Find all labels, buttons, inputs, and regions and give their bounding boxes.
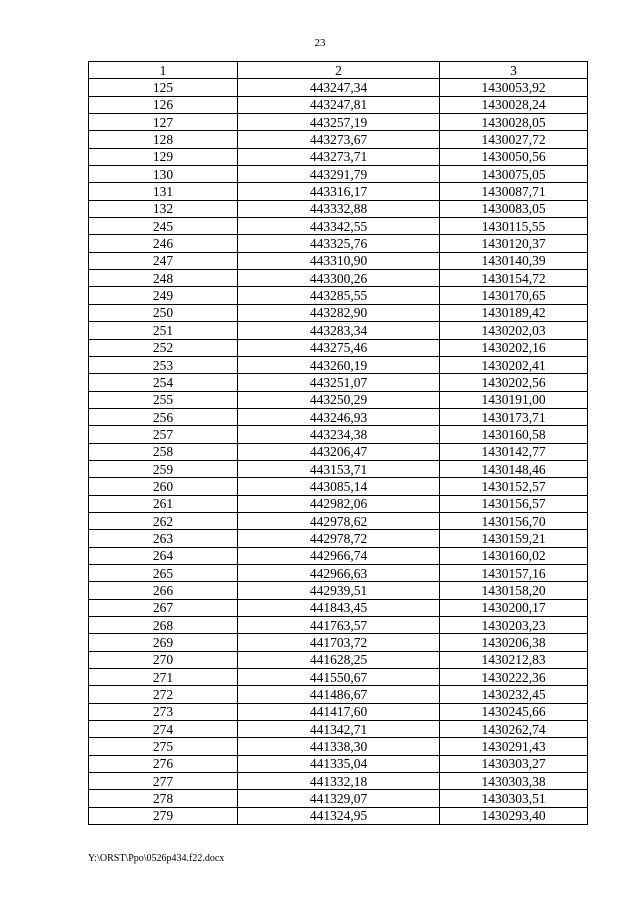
point-number-cell: 255 (89, 391, 238, 408)
y-coordinate-cell: 1430142,77 (440, 443, 588, 460)
y-coordinate-cell: 1430115,55 (440, 218, 588, 235)
x-coordinate-cell: 442978,62 (238, 512, 440, 529)
y-coordinate-cell: 1430212,83 (440, 651, 588, 668)
y-coordinate-cell: 1430027,72 (440, 131, 588, 148)
y-coordinate-cell: 1430028,05 (440, 114, 588, 131)
table-row (89, 79, 588, 96)
y-coordinate-cell: 1430160,02 (440, 547, 588, 564)
y-coordinate-cell: 1430232,45 (440, 686, 588, 703)
table-row (89, 773, 588, 790)
page-number: 23 (314, 37, 326, 49)
point-number-cell: 132 (89, 200, 238, 217)
x-coordinate-cell: 443246,93 (238, 408, 440, 425)
table-row (89, 426, 588, 443)
table-body (89, 79, 588, 825)
point-number-cell: 268 (89, 617, 238, 634)
table-row (89, 564, 588, 581)
x-coordinate-cell: 441324,95 (238, 807, 440, 824)
x-coordinate-cell: 443273,71 (238, 148, 440, 165)
table-row (89, 738, 588, 755)
x-coordinate-cell: 442939,51 (238, 582, 440, 599)
coordinates-table (88, 61, 588, 825)
x-coordinate-cell: 442966,63 (238, 564, 440, 581)
table-row (89, 790, 588, 807)
point-number-cell: 245 (89, 218, 238, 235)
point-number-cell: 126 (89, 96, 238, 113)
x-coordinate-cell: 443291,79 (238, 166, 440, 183)
point-number-cell: 252 (89, 339, 238, 356)
table-row (89, 547, 588, 564)
y-coordinate-cell: 1430303,38 (440, 773, 588, 790)
table-row (89, 218, 588, 235)
y-coordinate-cell: 1430140,39 (440, 252, 588, 269)
table-row (89, 356, 588, 373)
x-coordinate-cell: 441417,60 (238, 703, 440, 720)
y-coordinate-cell: 1430148,46 (440, 460, 588, 477)
x-coordinate-cell: 443325,76 (238, 235, 440, 252)
x-coordinate-cell: 443342,55 (238, 218, 440, 235)
table-row (89, 582, 588, 599)
x-coordinate-cell: 443282,90 (238, 304, 440, 321)
column-header: 1 (89, 62, 238, 79)
table-row (89, 478, 588, 495)
x-coordinate-cell: 443275,46 (238, 339, 440, 356)
x-coordinate-cell: 441628,25 (238, 651, 440, 668)
x-coordinate-cell: 441329,07 (238, 790, 440, 807)
y-coordinate-cell: 1430202,16 (440, 339, 588, 356)
y-coordinate-cell: 1430154,72 (440, 270, 588, 287)
y-coordinate-cell: 1430191,00 (440, 391, 588, 408)
table-row (89, 96, 588, 113)
point-number-cell: 256 (89, 408, 238, 425)
point-number-cell: 265 (89, 564, 238, 581)
point-number-cell: 259 (89, 460, 238, 477)
x-coordinate-cell: 443206,47 (238, 443, 440, 460)
x-coordinate-cell: 443316,17 (238, 183, 440, 200)
table-row (89, 235, 588, 252)
table-row (89, 530, 588, 547)
y-coordinate-cell: 1430157,16 (440, 564, 588, 581)
table-header-row (89, 62, 588, 79)
x-coordinate-cell: 441332,18 (238, 773, 440, 790)
point-number-cell: 264 (89, 547, 238, 564)
table-row (89, 634, 588, 651)
y-coordinate-cell: 1430083,05 (440, 200, 588, 217)
x-coordinate-cell: 443283,34 (238, 322, 440, 339)
y-coordinate-cell: 1430160,58 (440, 426, 588, 443)
x-coordinate-cell: 441763,57 (238, 617, 440, 634)
x-coordinate-cell: 443332,88 (238, 200, 440, 217)
table-row (89, 287, 588, 304)
point-number-cell: 127 (89, 114, 238, 131)
point-number-cell: 273 (89, 703, 238, 720)
x-coordinate-cell: 443251,07 (238, 374, 440, 391)
y-coordinate-cell: 1430075,05 (440, 166, 588, 183)
x-coordinate-cell: 443285,55 (238, 287, 440, 304)
x-coordinate-cell: 443250,29 (238, 391, 440, 408)
table-row (89, 755, 588, 772)
x-coordinate-cell: 443085,14 (238, 478, 440, 495)
y-coordinate-cell: 1430202,56 (440, 374, 588, 391)
point-number-cell: 258 (89, 443, 238, 460)
y-coordinate-cell: 1430293,40 (440, 807, 588, 824)
y-coordinate-cell: 1430303,51 (440, 790, 588, 807)
y-coordinate-cell: 1430245,66 (440, 703, 588, 720)
y-coordinate-cell: 1430189,42 (440, 304, 588, 321)
y-coordinate-cell: 1430120,37 (440, 235, 588, 252)
y-coordinate-cell: 1430203,23 (440, 617, 588, 634)
table-row (89, 617, 588, 634)
point-number-cell: 261 (89, 495, 238, 512)
x-coordinate-cell: 442966,74 (238, 547, 440, 564)
point-number-cell: 246 (89, 235, 238, 252)
y-coordinate-cell: 1430202,03 (440, 322, 588, 339)
table-row (89, 686, 588, 703)
table-row (89, 270, 588, 287)
x-coordinate-cell: 443153,71 (238, 460, 440, 477)
table-row (89, 114, 588, 131)
y-coordinate-cell: 1430087,71 (440, 183, 588, 200)
y-coordinate-cell: 1430158,20 (440, 582, 588, 599)
x-coordinate-cell: 443310,90 (238, 252, 440, 269)
table-row (89, 408, 588, 425)
point-number-cell: 250 (89, 304, 238, 321)
y-coordinate-cell: 1430050,56 (440, 148, 588, 165)
table-row (89, 183, 588, 200)
x-coordinate-cell: 441550,67 (238, 669, 440, 686)
point-number-cell: 266 (89, 582, 238, 599)
x-coordinate-cell: 443273,67 (238, 131, 440, 148)
point-number-cell: 251 (89, 322, 238, 339)
y-coordinate-cell: 1430173,71 (440, 408, 588, 425)
point-number-cell: 271 (89, 669, 238, 686)
point-number-cell: 269 (89, 634, 238, 651)
column-header: 3 (440, 62, 588, 79)
table-row (89, 495, 588, 512)
point-number-cell: 267 (89, 599, 238, 616)
table-row (89, 304, 588, 321)
column-header: 2 (238, 62, 440, 79)
table-row (89, 703, 588, 720)
point-number-cell: 130 (89, 166, 238, 183)
point-number-cell: 279 (89, 807, 238, 824)
table-row (89, 200, 588, 217)
y-coordinate-cell: 1430206,38 (440, 634, 588, 651)
point-number-cell: 247 (89, 252, 238, 269)
footer-file-path: Y:\ORST\Ppo\0526p434.f22.docx (88, 853, 225, 864)
x-coordinate-cell: 442978,72 (238, 530, 440, 547)
x-coordinate-cell: 443260,19 (238, 356, 440, 373)
y-coordinate-cell: 1430303,27 (440, 755, 588, 772)
table-row (89, 374, 588, 391)
point-number-cell: 254 (89, 374, 238, 391)
table-row (89, 166, 588, 183)
point-number-cell: 249 (89, 287, 238, 304)
table-row (89, 148, 588, 165)
table-row (89, 391, 588, 408)
point-number-cell: 262 (89, 512, 238, 529)
point-number-cell: 248 (89, 270, 238, 287)
table-row (89, 443, 588, 460)
point-number-cell: 257 (89, 426, 238, 443)
table-row (89, 322, 588, 339)
x-coordinate-cell: 443247,34 (238, 79, 440, 96)
y-coordinate-cell: 1430170,65 (440, 287, 588, 304)
point-number-cell: 275 (89, 738, 238, 755)
point-number-cell: 128 (89, 131, 238, 148)
table-row (89, 460, 588, 477)
y-coordinate-cell: 1430053,92 (440, 79, 588, 96)
x-coordinate-cell: 443300,26 (238, 270, 440, 287)
x-coordinate-cell: 443234,38 (238, 426, 440, 443)
point-number-cell: 131 (89, 183, 238, 200)
point-number-cell: 253 (89, 356, 238, 373)
x-coordinate-cell: 442982,06 (238, 495, 440, 512)
y-coordinate-cell: 1430222,36 (440, 669, 588, 686)
y-coordinate-cell: 1430262,74 (440, 721, 588, 738)
table-row (89, 339, 588, 356)
point-number-cell: 274 (89, 721, 238, 738)
table-row (89, 252, 588, 269)
table-row (89, 131, 588, 148)
table-row (89, 721, 588, 738)
x-coordinate-cell: 441338,30 (238, 738, 440, 755)
y-coordinate-cell: 1430291,43 (440, 738, 588, 755)
table-row (89, 651, 588, 668)
point-number-cell: 276 (89, 755, 238, 772)
point-number-cell: 263 (89, 530, 238, 547)
x-coordinate-cell: 441486,67 (238, 686, 440, 703)
x-coordinate-cell: 441703,72 (238, 634, 440, 651)
x-coordinate-cell: 441335,04 (238, 755, 440, 772)
x-coordinate-cell: 443257,19 (238, 114, 440, 131)
table-row (89, 669, 588, 686)
y-coordinate-cell: 1430028,24 (440, 96, 588, 113)
x-coordinate-cell: 441342,71 (238, 721, 440, 738)
y-coordinate-cell: 1430156,70 (440, 512, 588, 529)
table-row (89, 512, 588, 529)
y-coordinate-cell: 1430152,57 (440, 478, 588, 495)
x-coordinate-cell: 441843,45 (238, 599, 440, 616)
point-number-cell: 270 (89, 651, 238, 668)
point-number-cell: 272 (89, 686, 238, 703)
point-number-cell: 260 (89, 478, 238, 495)
table-row (89, 807, 588, 824)
y-coordinate-cell: 1430202,41 (440, 356, 588, 373)
table-row (89, 599, 588, 616)
y-coordinate-cell: 1430200,17 (440, 599, 588, 616)
point-number-cell: 278 (89, 790, 238, 807)
point-number-cell: 277 (89, 773, 238, 790)
y-coordinate-cell: 1430156,57 (440, 495, 588, 512)
point-number-cell: 129 (89, 148, 238, 165)
x-coordinate-cell: 443247,81 (238, 96, 440, 113)
point-number-cell: 125 (89, 79, 238, 96)
y-coordinate-cell: 1430159,21 (440, 530, 588, 547)
